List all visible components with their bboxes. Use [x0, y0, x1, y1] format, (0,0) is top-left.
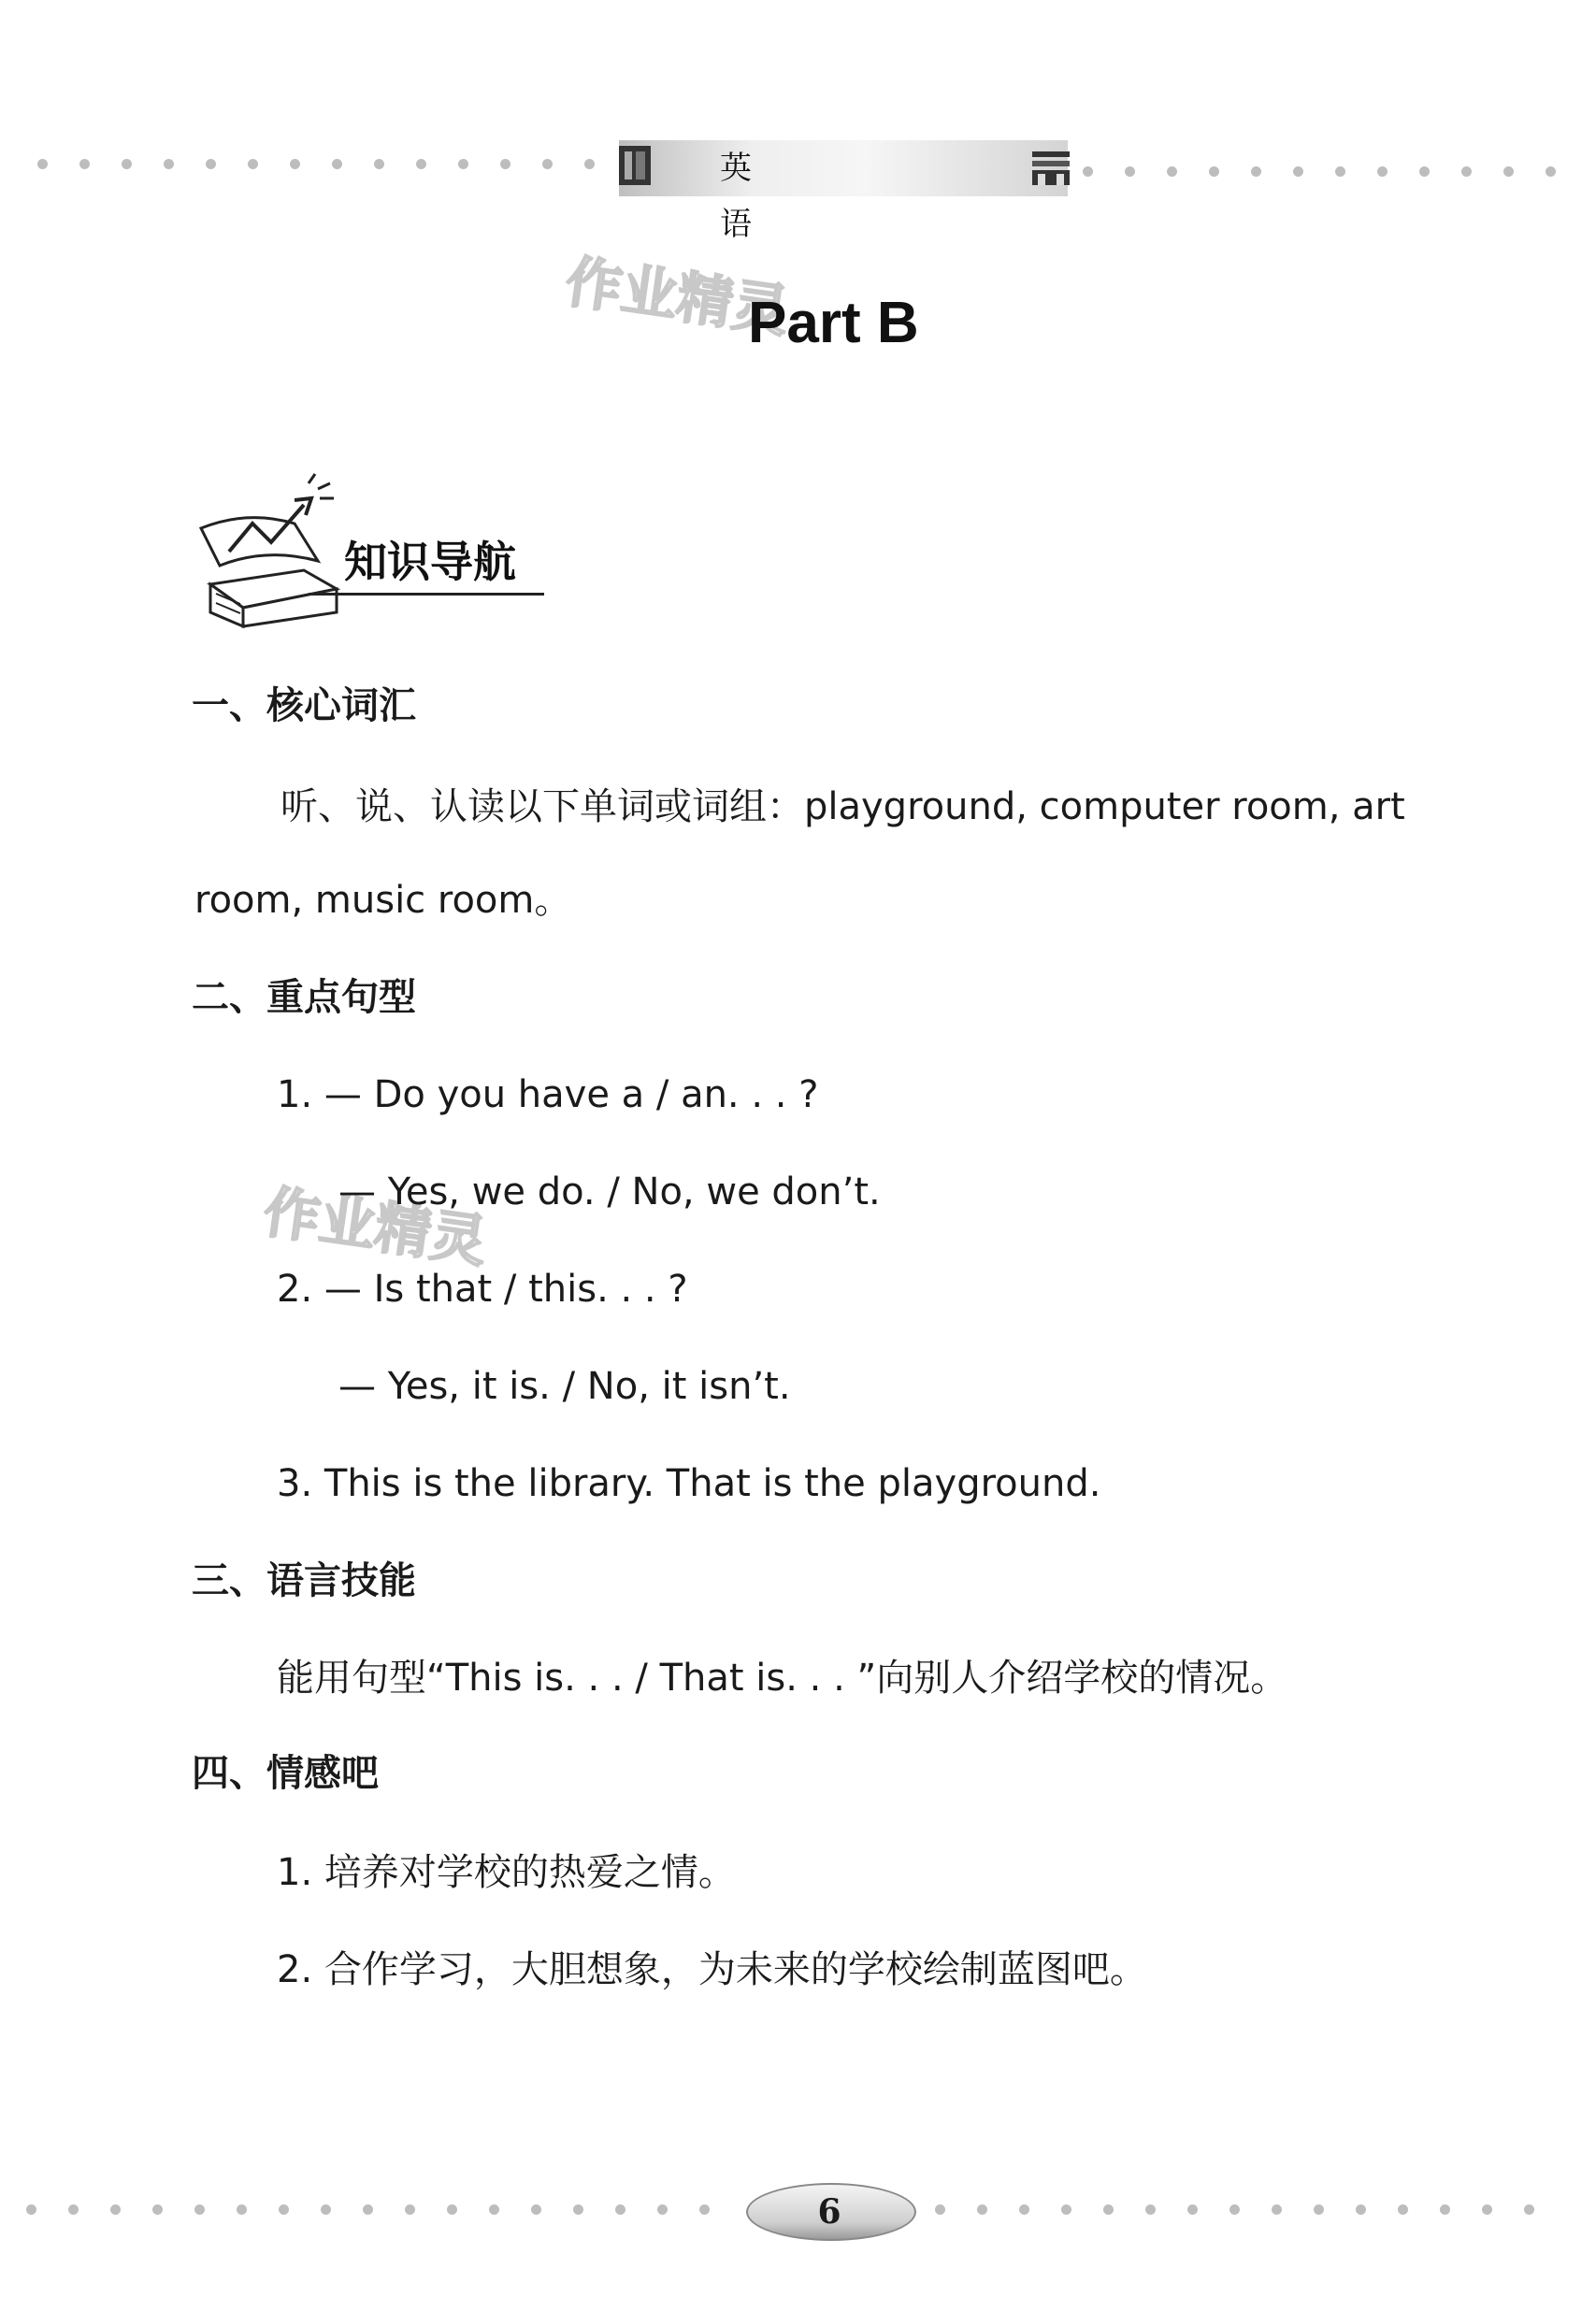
- skills-line: 能用句型“This is. . . / That is. . . ”向别人介绍学校的情况。: [277, 1657, 1288, 1700]
- building-icon: [1030, 150, 1073, 187]
- watermark-middle: 作业精灵: [259, 1179, 492, 1276]
- part-title: Part B: [748, 291, 919, 355]
- sentence-2-question: 2. — Is that / this. . . ?: [277, 1268, 688, 1311]
- footer-dots-right: [935, 2204, 1571, 2216]
- vocabulary-line-2: room, music room。: [194, 879, 572, 922]
- emotion-line-1: 1. 培养对学校的热爱之情。: [277, 1851, 736, 1894]
- sentence-1-answer: — Yes, we do. / No, we don’t.: [338, 1170, 881, 1213]
- heading-key-sentences: 二、重点句型: [192, 976, 416, 1019]
- heading-emotion: 四、情感吧: [192, 1752, 379, 1795]
- section-title-underline: [309, 593, 544, 596]
- vocabulary-line-1: 听、说、认读以下单词或词组：playground, computer room, art: [280, 785, 1405, 828]
- header-dots-right: [1083, 166, 1569, 178]
- header-title: 英 语: [720, 150, 864, 243]
- footer-dots-left: [26, 2204, 737, 2216]
- sentence-1-question: 1. — Do you have a / an. . . ?: [277, 1073, 819, 1116]
- sentence-2-answer: — Yes, it is. / No, it isn’t.: [338, 1365, 791, 1408]
- watermark-top: 作业精灵: [561, 249, 794, 346]
- heading-core-vocabulary: 一、核心词汇: [192, 684, 416, 727]
- book-icon: [617, 142, 654, 189]
- emotion-line-2: 2. 合作学习，大胆想象，为未来的学校绘制蓝图吧。: [277, 1948, 1147, 1991]
- heading-language-skills: 三、语言技能: [192, 1559, 416, 1602]
- sentence-3: 3. This is the library. That is the playground.: [277, 1462, 1101, 1505]
- section-title: 知识导航: [344, 537, 516, 587]
- page-number: 6: [817, 2192, 841, 2232]
- header-dots-left: [37, 159, 617, 170]
- book-stack-icon: [192, 472, 341, 631]
